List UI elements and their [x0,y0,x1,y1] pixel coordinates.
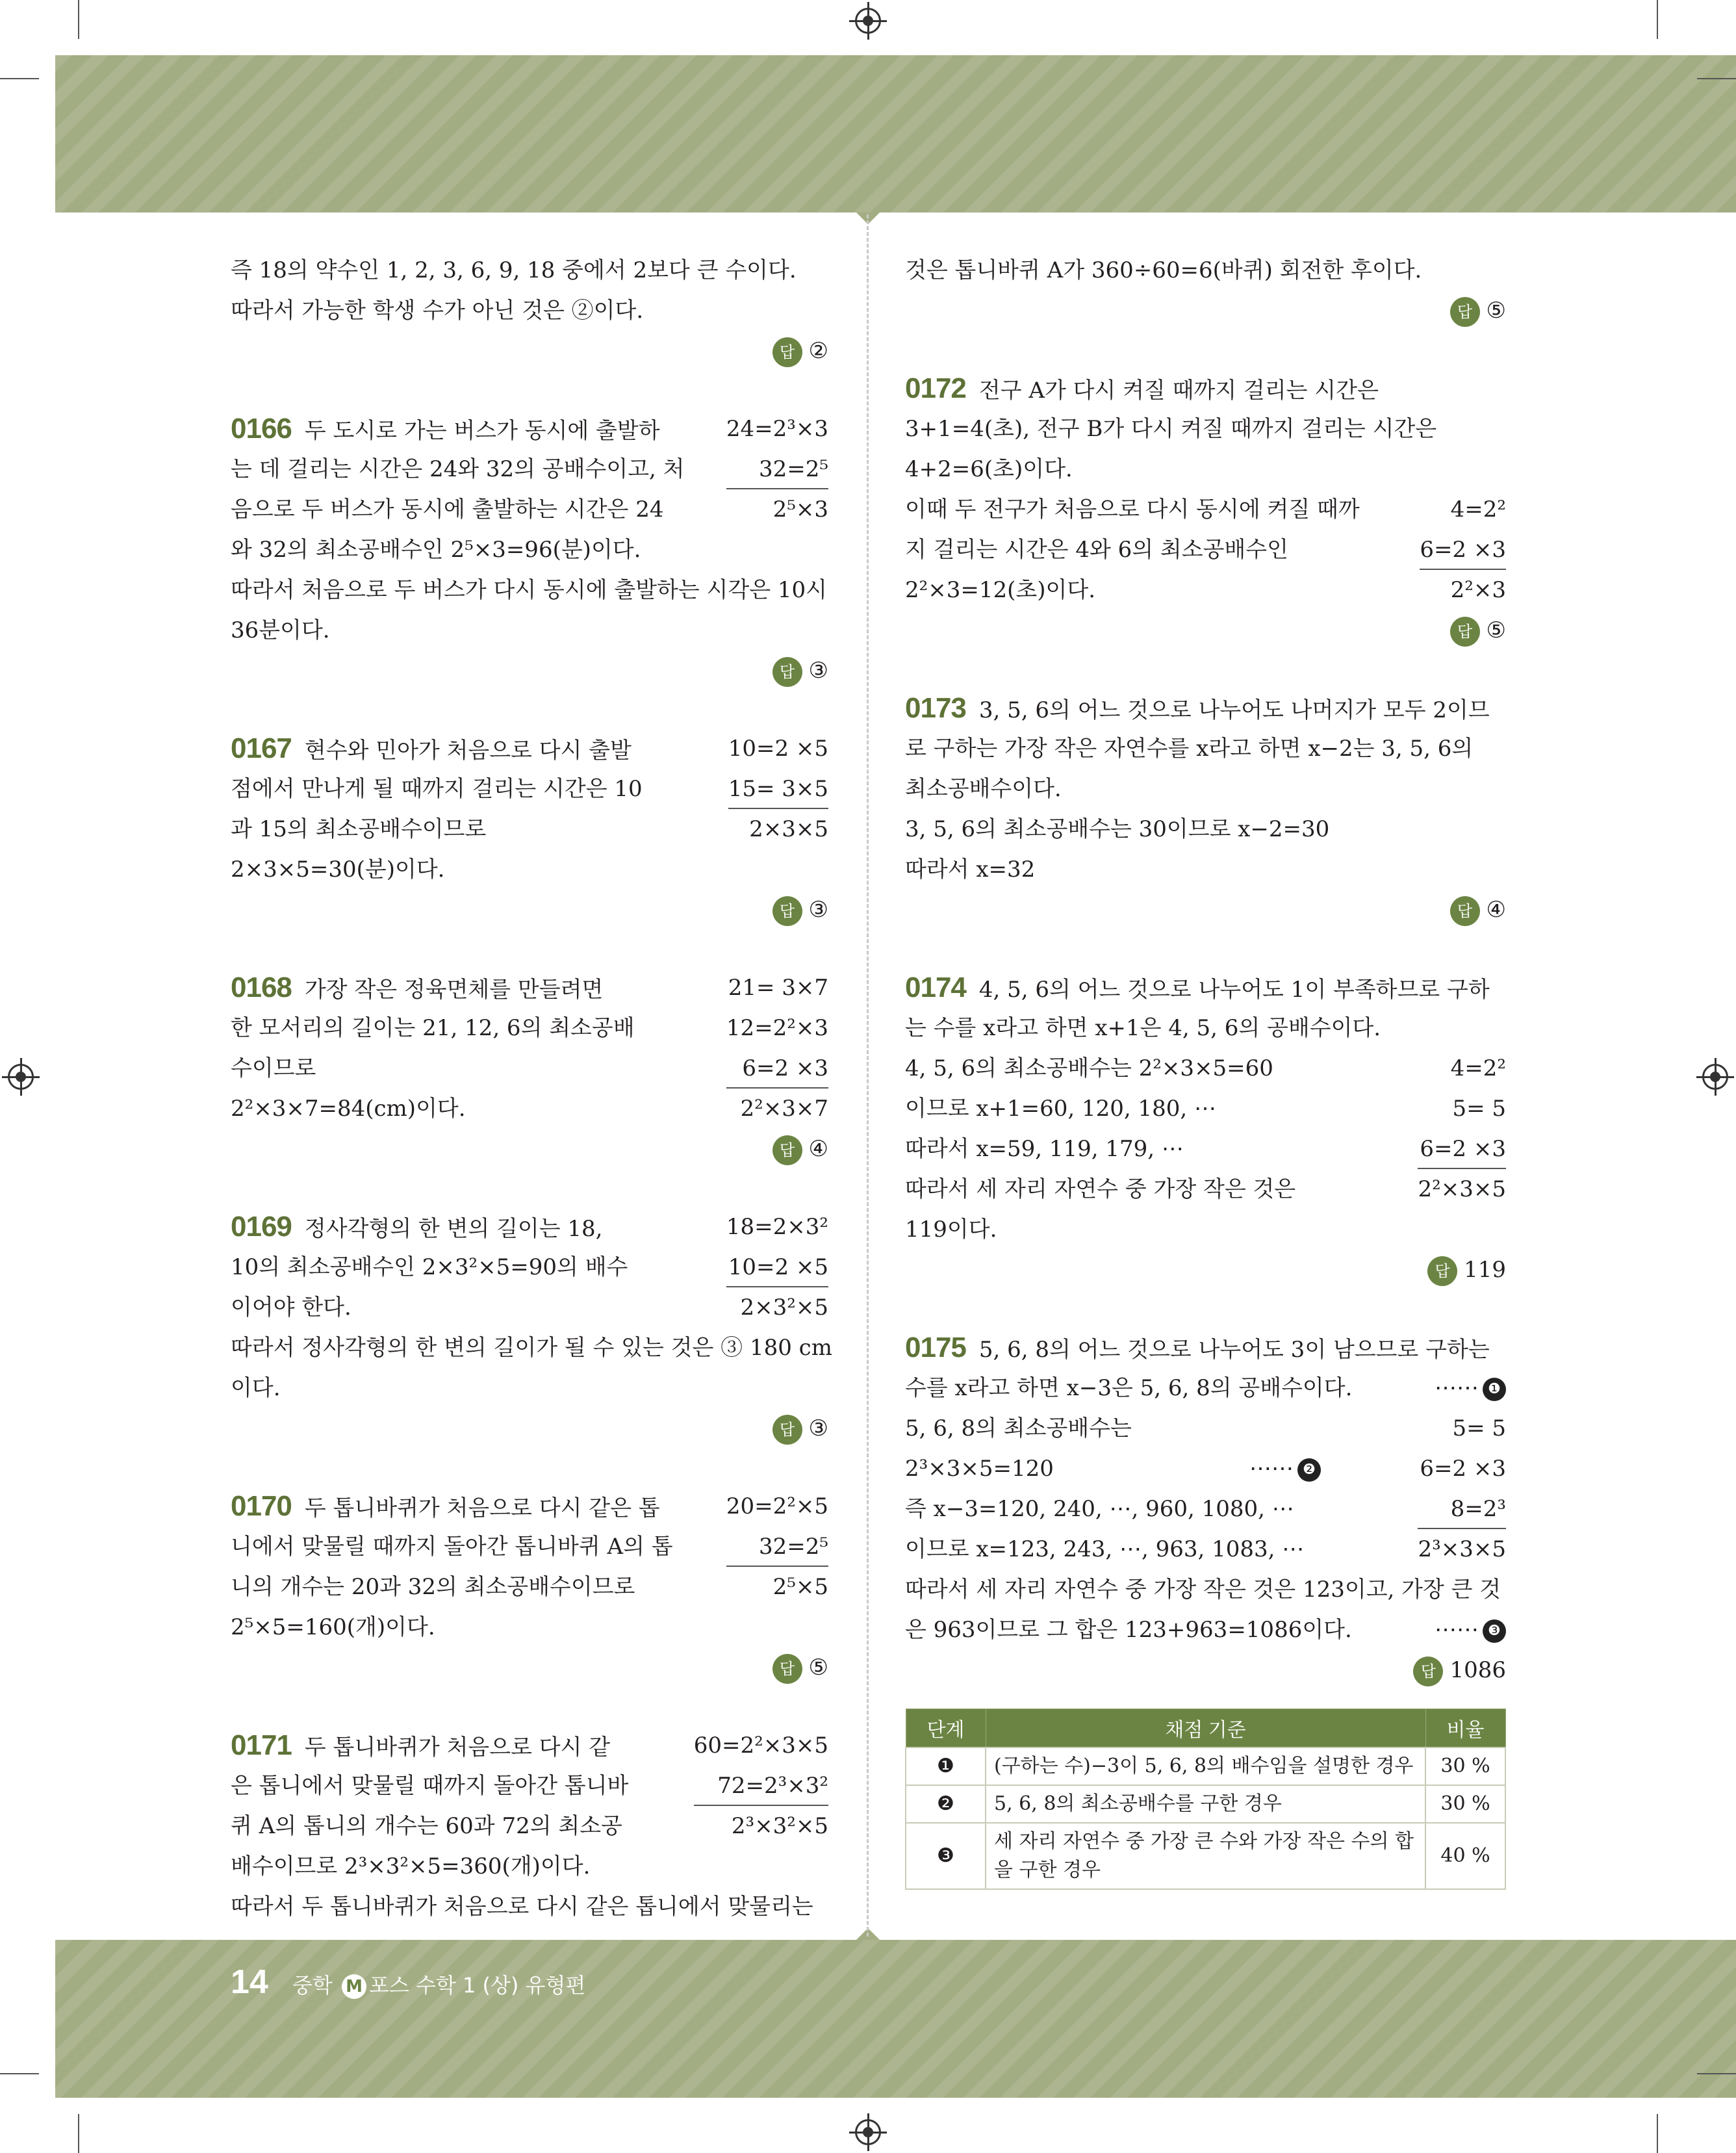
column-divider [867,214,869,1937]
answer-badge-icon: 답 [1450,896,1480,926]
answer-value: ④ [1486,897,1506,923]
problem-0175 [905,1328,1506,1890]
grading-ratio: 30 % [1425,1785,1505,1823]
answer-value: ③ [808,897,828,923]
answer [231,1129,828,1169]
text-line: 는 데 걸리는 시간은 24와 32의 공배수이고, 처 [231,456,685,482]
text-line: 배수이므로 2³×3²×5=360(개)이다. [231,1853,591,1879]
step-marker [1435,1368,1506,1408]
registration-mark-icon [8,1064,34,1090]
step-1-marker-icon: ❶ [1483,1378,1506,1401]
text-line: 과 15의 최소공배수이므로 [231,816,487,842]
factor-line: 15= 3×5 [728,769,828,809]
problem-0170 [231,1486,828,1688]
problem-number: 0172 [905,372,966,404]
text-line: 두 톱니바퀴가 처음으로 다시 같 [304,1734,611,1760]
text-line: 119이다. [905,1217,997,1243]
crop-mark [78,2114,79,2153]
problem-0172 [905,368,1506,651]
text-line: 음으로 두 버스가 동시에 출발하는 시간은 24 [231,496,664,522]
answer [905,1650,1506,1690]
text-line: 따라서 x=32 [905,857,1036,883]
text-line: 2⁵×5=160(개)이다. [231,1614,435,1640]
text-line: 가장 작은 정육면체를 만들려면 [304,977,604,1003]
answer [905,610,1506,651]
footer-band [55,1940,1736,2098]
grading-criterion: 세 자리 자연수 중 가장 큰 수와 가장 작은 수의 합을 구한 경우 [986,1823,1425,1889]
answer-badge-icon: 답 [1450,617,1480,647]
problem-0166 [231,409,828,691]
answer-value: ③ [808,658,828,684]
factor-line: 8=2³ [1418,1489,1506,1529]
answer-badge-icon: 답 [772,896,802,926]
text-line: 3, 5, 6의 최소공배수는 30이므로 x−2=30 [905,816,1330,842]
answer-value: ⑤ [1486,298,1506,324]
grading-step: ❸ [906,1823,986,1889]
m-logo-icon: M [342,1974,366,1999]
text-line: 로 구하는 가장 작은 자연수를 x라고 하면 x−2는 3, 5, 6의 [905,736,1474,762]
grading-criterion: (구하는 수)−3이 5, 6, 8의 배수임을 설명한 경우 [986,1747,1425,1785]
factorization [726,409,828,530]
factor-line: 5= 5 [1452,1096,1506,1122]
crop-mark [1697,2073,1736,2074]
factor-line: 32=2⁵ [726,1527,828,1567]
answer-badge-icon: 답 [772,337,802,367]
factor-line: 21= 3×7 [728,975,828,1001]
problem-number: 0169 [231,1211,292,1243]
page-number: 14 [231,1963,268,2001]
factor-result: 2²×3 [1450,577,1506,603]
registration-mark-icon [855,8,881,34]
answer-value: ⑤ [1486,617,1506,643]
grading-header-criterion: 채점 기준 [986,1709,1425,1748]
text-line: 따라서 가능한 학생 수가 아닌 것은 ②이다. [231,298,644,324]
problem-number: 0171 [231,1729,292,1761]
step-3-marker-icon: ❸ [1483,1619,1506,1643]
text-line: 4, 5, 6의 어느 것으로 나누어도 1이 부족하므로 구하 [978,977,1490,1003]
grading-header-step: 단계 [906,1709,986,1748]
grading-criterion: 5, 6, 8의 최소공배수를 구한 경우 [986,1785,1425,1823]
answer-badge-icon: 답 [1413,1657,1443,1686]
problem-0167 [231,728,828,930]
answer [905,890,1506,930]
text-line: 이므로 x=123, 243, ⋯, 963, 1083, ⋯ [905,1536,1305,1562]
answer [231,1647,828,1688]
problem-0173 [905,688,1506,930]
grading-row [906,1785,1505,1823]
factor-line: 6=2 ×3 [1418,1129,1506,1169]
factorization [726,1207,828,1328]
registration-mark-icon [1702,1064,1728,1090]
text-line: 은 963이므로 그 합은 123+963=1086이다. [905,1617,1352,1643]
answer [231,890,828,930]
grading-table [905,1708,1506,1890]
problem-0171 [231,1725,828,1927]
text-line: 10의 최소공배수인 2×3²×5=90의 배수 [231,1254,628,1280]
text-line: 36분이다. [231,617,330,643]
crop-mark [1657,2114,1658,2153]
text-line: 최소공배수이다. [905,776,1062,802]
answer-value: ③ [808,1415,828,1441]
answer-badge-icon: 답 [772,657,802,687]
crop-mark [0,78,39,79]
factorization [728,728,828,849]
problem-0168 [231,968,828,1169]
text-line: 2²×3=12(초)이다. [905,577,1096,603]
factor-result: 2⁵×5 [772,1574,828,1600]
registration-mark-icon [855,2119,881,2145]
text-line: 정사각형의 한 변의 길이는 18, [304,1216,603,1242]
text-line: 4+2=6(초)이다. [905,456,1073,482]
text-line: 지 걸리는 시간은 4와 6의 최소공배수인 [905,537,1288,563]
factor-result: 2³×3×5 [1418,1536,1506,1562]
answer-value: ② [808,338,828,364]
text-line: 따라서 세 자리 자연수 중 가장 작은 것은 123이고, 가장 큰 것 [905,1577,1501,1603]
grading-step: ❷ [906,1785,986,1823]
factor-line: 10=2 ×5 [726,1247,828,1287]
grading-row [906,1823,1505,1889]
text-line: 수를 x라고 하면 x−3은 5, 6, 8의 공배수이다. [905,1375,1353,1401]
answer-value: ⑤ [808,1655,828,1681]
text-line: 따라서 두 톱니바퀴가 처음으로 다시 같은 톱니에서 맞물리는 [231,1894,813,1920]
problem-number: 0168 [231,972,292,1003]
text-line: 니의 개수는 20과 32의 최소공배수이므로 [231,1574,635,1600]
crop-mark [78,0,79,39]
grading-row [906,1747,1505,1785]
crop-mark [1697,78,1736,79]
answer [231,651,828,691]
text-line: 이다. [231,1375,281,1401]
text-line: 와 32의 최소공배수인 2⁵×3=96(분)이다. [231,537,641,563]
text-line: 수이므로 [231,1055,316,1081]
factor-line: 20=2²×5 [726,1493,828,1519]
answer-value: 119 [1464,1257,1506,1283]
factorization [1418,1048,1506,1209]
factor-line: 4=2² [1450,1055,1506,1081]
text-line: 따라서 세 자리 자연수 중 가장 작은 것은 [905,1176,1296,1202]
factor-line: 6=2 ×3 [1420,1456,1506,1482]
factor-line: 24=2³×3 [726,416,828,442]
text-line: 한 모서리의 길이는 21, 12, 6의 최소공배 [231,1015,635,1041]
text-line: 2²×3×7=84(cm)이다. [231,1096,466,1122]
book-title-suffix: 포스 수학 1 (상) 유형편 [369,1973,586,1998]
factorization [1420,489,1506,610]
factorization [726,968,828,1129]
answer-badge-icon: 답 [772,1415,802,1445]
step-marker [1435,1610,1506,1650]
step-dots: ⋯⋯ [1249,1456,1294,1482]
text-line: 3+1=4(초), 전구 B가 다시 켜질 때까지 걸리는 시간은 [905,416,1437,442]
text-line: 는 수를 x라고 하면 x+1은 4, 5, 6의 공배수이다. [905,1015,1381,1041]
factorization [1418,1408,1506,1569]
text-line: 은 톱니에서 맞물릴 때까지 돌아간 톱니바 [231,1773,629,1799]
factor-result: 2²×3×7 [740,1096,828,1122]
factor-result: 2⁵×3 [772,496,828,522]
text-line: 두 톱니바퀴가 처음으로 다시 같은 톱 [304,1495,660,1521]
text-line: 것은 톱니바퀴 A가 360÷60=6(바퀴) 회전한 후이다. [905,257,1422,283]
problem-0174 [905,968,1506,1290]
text-line: 즉 18의 약수인 1, 2, 3, 6, 9, 18 중에서 2보다 큰 수이다. [231,257,797,283]
text-line: 현수와 민아가 처음으로 다시 출발 [304,738,632,764]
answer-badge-icon: 답 [772,1135,802,1165]
text-line: 이때 두 전구가 처음으로 다시 동시에 켜질 때까 [905,496,1360,522]
crop-mark [0,2073,39,2074]
problem-number: 0166 [231,413,292,445]
factor-line: 4=2² [1450,496,1506,522]
factor-line: 6=2 ×3 [726,1048,828,1089]
header-band [55,55,1736,213]
text-line: 니에서 맞물릴 때까지 돌아간 톱니바퀴 A의 톱 [231,1534,673,1560]
text-line: 따라서 처음으로 두 버스가 다시 동시에 출발하는 시각은 10시 [231,577,827,603]
left-column [231,250,832,1927]
text-line: 2³×3×5=120 [905,1456,1054,1482]
grading-header-ratio: 비율 [1425,1709,1505,1748]
text-line: 3, 5, 6의 어느 것으로 나누어도 나머지가 모두 2이므 [978,697,1490,723]
factor-result: 2³×3²×5 [731,1813,828,1839]
factorization [694,1725,828,1846]
step-2-marker-icon: ❷ [1297,1458,1321,1482]
text-line: 이어야 한다. [231,1295,351,1321]
factor-result: 2×3×5 [749,816,828,842]
problem-number: 0173 [905,692,966,724]
grading-step: ❶ [906,1747,986,1785]
answer-badge-icon: 답 [1427,1256,1457,1286]
step-marker [1249,1449,1321,1489]
text-line: 퀴 A의 톱니의 개수는 60과 72의 최소공 [231,1813,622,1839]
factor-line: 5= 5 [1452,1415,1506,1441]
text-line: 따라서 정사각형의 한 변의 길이가 될 수 있는 것은 ③ 180 cm [231,1335,832,1361]
step-dots: ⋯⋯ [1435,1617,1479,1643]
factor-line: 60=2²×3×5 [693,1733,828,1759]
book-title [292,1969,585,1999]
grading-ratio: 40 % [1425,1823,1505,1889]
factor-line: 18=2×3² [726,1214,828,1240]
answer-badge-icon: 답 [1450,297,1480,327]
answer [231,1408,828,1449]
factor-line: 72=2³×3² [694,1766,828,1806]
factor-line: 10=2 ×5 [728,736,828,762]
grading-ratio: 30 % [1425,1747,1505,1785]
text-line: 이므로 x+1=60, 120, 180, ⋯ [905,1096,1217,1122]
step-dots: ⋯⋯ [1435,1375,1479,1401]
answer-value: 1086 [1449,1657,1506,1683]
answer [905,290,1506,331]
text-line: 두 도시로 가는 버스가 동시에 출발하 [304,418,660,444]
text-line: 4, 5, 6의 최소공배수는 2²×3×5=60 [905,1055,1273,1081]
factor-line: 32=2⁵ [726,449,828,489]
problem-number: 0175 [905,1332,966,1363]
factor-result: 2²×3×5 [1418,1176,1506,1202]
factor-result: 2×3²×5 [740,1295,828,1321]
factorization [726,1486,828,1607]
answer-value: ④ [808,1136,828,1162]
problem-number: 0174 [905,972,966,1003]
problem-number: 0170 [231,1490,292,1522]
answer [231,331,828,371]
factor-line: 6=2 ×3 [1420,530,1506,570]
text-line: 즉 x−3=120, 240, ⋯, 960, 1080, ⋯ [905,1496,1294,1522]
text-line: 5, 6, 8의 최소공배수는 [905,1415,1132,1441]
crop-mark [1657,0,1658,39]
text-line: 5, 6, 8의 어느 것으로 나누어도 3이 남으므로 구하는 [978,1337,1490,1363]
text-line: 전구 A가 다시 켜질 때까지 걸리는 시간은 [978,378,1379,404]
answer-badge-icon: 답 [772,1654,802,1684]
right-column [905,250,1506,1890]
factor-line: 12=2²×3 [726,1015,828,1041]
answer [905,1250,1506,1290]
text-line: 따라서 x=59, 119, 179, ⋯ [905,1136,1184,1162]
text-line: 2×3×5=30(분)이다. [231,857,445,883]
problem-number: 0167 [231,732,292,764]
text-line: 점에서 만나게 될 때까지 걸리는 시간은 10 [231,776,643,802]
book-title-prefix: 중학 [292,1973,333,1998]
problem-0169 [231,1207,832,1449]
